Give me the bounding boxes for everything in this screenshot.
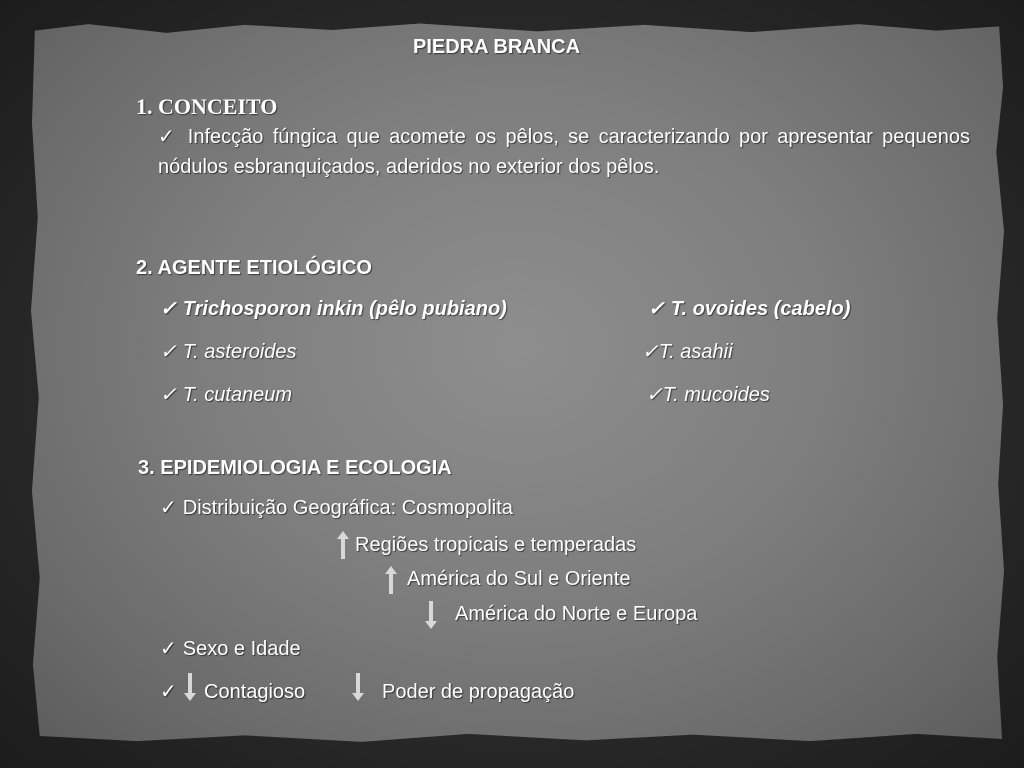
checkmark-icon: ✓ <box>648 298 665 320</box>
checkmark-icon: ✓ <box>160 497 177 519</box>
agent-label: T. asahii <box>658 341 733 363</box>
section3-heading: 3. EPIDEMIOLOGIA E ECOLOGIA <box>138 457 452 479</box>
agent-label: T. mucoides <box>662 384 770 406</box>
checkmark-icon: ✓ <box>160 638 177 660</box>
agent-item-right-1 <box>648 294 850 324</box>
arrow-down-icon <box>351 673 365 701</box>
epi-label: Sexo e Idade <box>182 638 301 660</box>
epi-item-contagious-check <box>160 677 177 707</box>
section2-heading: 2. AGENTE ETIOLÓGICO <box>136 257 372 279</box>
section1-text: Infecção fúngica que acomete os pêlos, se caracterizando por apresentar pequenos nódulos esbranquiçados, aderidos no exterior dos pêlos. <box>158 126 971 178</box>
checkmark-icon: ✓ <box>160 681 177 703</box>
agent-label: T. asteroides <box>182 341 297 363</box>
agent-label: T. ovoides (cabelo) <box>670 298 851 320</box>
arrow-up-icon <box>384 566 398 594</box>
checkmark-icon: ✓ <box>160 384 177 406</box>
slide-title: PIEDRA BRANCA <box>413 36 581 58</box>
checkmark-icon: ✓ <box>160 341 177 363</box>
arrow-down-icon <box>424 601 438 629</box>
agent-item-left-3 <box>160 380 292 410</box>
agent-item-left-2 <box>160 337 297 367</box>
checkmark-icon: ✓ <box>158 126 179 148</box>
checkmark-icon: ✓ <box>646 384 663 406</box>
section1-heading: 1. CONCEITO <box>136 94 278 119</box>
checkmark-icon: ✓ <box>160 298 177 320</box>
epi-up-south-america: América do Sul e Oriente <box>407 568 631 590</box>
epi-label: Distribuição Geográfica: Cosmopolita <box>182 497 513 519</box>
arrow-up-icon <box>336 531 350 559</box>
agent-item-left-1 <box>160 294 507 324</box>
epi-up-regions: Regiões tropicais e temperadas <box>355 534 637 556</box>
section1-paragraph <box>158 122 970 182</box>
agent-label: Trichosporon inkin (pêlo pubiano) <box>182 298 507 320</box>
epi-contagious: Contagioso <box>204 681 306 703</box>
checkmark-icon: ✓ <box>642 341 659 363</box>
agent-item-right-2 <box>642 337 733 367</box>
epi-down-north-america: América do Norte e Europa <box>455 603 698 625</box>
agent-label: T. cutaneum <box>182 384 293 406</box>
arrow-down-icon <box>183 673 197 701</box>
epi-item-sex-age <box>160 634 301 664</box>
epi-item-distribution <box>160 493 513 523</box>
epi-propagation: Poder de propagação <box>382 681 575 703</box>
agent-item-right-3 <box>646 380 770 410</box>
